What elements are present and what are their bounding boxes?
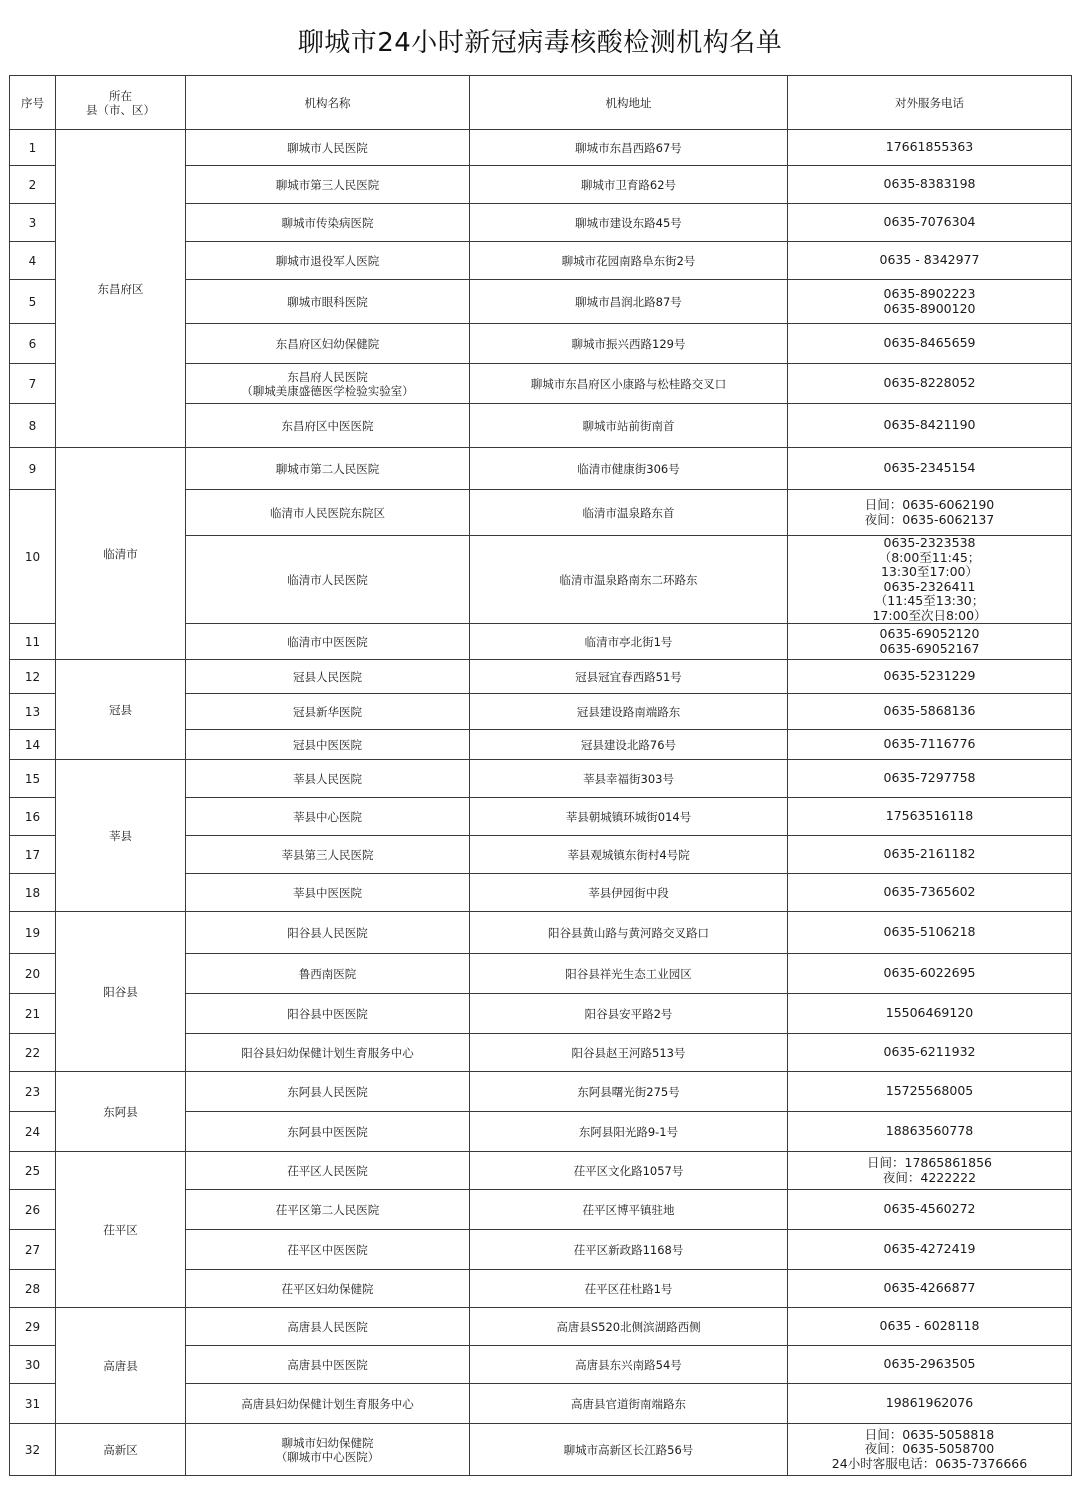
institution-address: 高唐县S520北侧滨湖路西侧 <box>470 1308 788 1346</box>
institution-name <box>186 324 470 364</box>
institution-name <box>186 694 470 730</box>
service-phone <box>788 1346 1072 1384</box>
institution-name <box>186 1384 470 1424</box>
service-phone <box>788 730 1072 760</box>
institution-name <box>186 242 470 280</box>
service-phone <box>788 404 1072 448</box>
county-cell: 临清市 <box>56 448 186 660</box>
institution-name-line: 东昌府人民医院 <box>287 369 368 384</box>
institution-name-line: 高唐县人民医院 <box>287 1319 368 1334</box>
service-phone-line: 13:30至17:00） <box>880 564 979 579</box>
institution-name-line: （聊城美康盛德医学检验实验室） <box>241 383 414 398</box>
institution-name-line: 聊城市退役军人医院 <box>275 253 380 268</box>
service-phone-line: 0635-5231229 <box>883 668 976 684</box>
header-address: 机构地址 <box>470 76 788 130</box>
service-phone-line: 日间：17865861856 <box>867 1155 992 1170</box>
service-phone-line: 0635-7116776 <box>883 736 976 752</box>
institution-name-line: 聊城市妇幼保健院 <box>281 1435 374 1450</box>
row-number: 30 <box>10 1346 56 1384</box>
table-row <box>10 1424 1072 1476</box>
institution-name <box>186 448 470 490</box>
row-number: 10 <box>10 490 56 624</box>
institution-address: 聊城市卫育路62号 <box>470 166 788 204</box>
row-number: 12 <box>10 660 56 694</box>
institution-name-line: 聊城市传染病医院 <box>281 215 374 230</box>
institution-name-line: 东昌府区妇幼保健院 <box>275 336 380 351</box>
service-phone <box>788 836 1072 874</box>
service-phone-line: 0635-8383198 <box>883 176 976 192</box>
table-row <box>10 760 1072 798</box>
row-number: 25 <box>10 1152 56 1190</box>
institution-address: 阳谷县赵王河路513号 <box>470 1034 788 1072</box>
row-number: 16 <box>10 798 56 836</box>
table-row <box>10 660 1072 694</box>
institution-name-line: 阳谷县人民医院 <box>287 925 368 940</box>
service-phone <box>788 130 1072 166</box>
service-phone-line: 0635-2345154 <box>883 460 976 476</box>
institution-name <box>186 954 470 994</box>
institution-name <box>186 660 470 694</box>
county-cell: 阳谷县 <box>56 912 186 1072</box>
institution-name <box>186 1072 470 1112</box>
service-phone-line: 0635-5868136 <box>883 703 976 719</box>
institution-name-line: 冠县新华医院 <box>293 704 362 719</box>
header-name: 机构名称 <box>186 76 470 130</box>
service-phone <box>788 536 1072 624</box>
row-number: 4 <box>10 242 56 280</box>
service-phone-line: 17:00至次日8:00） <box>872 607 987 623</box>
service-phone <box>788 994 1072 1034</box>
row-number: 22 <box>10 1034 56 1072</box>
institution-address: 莘县朝城镇环城街014号 <box>470 798 788 836</box>
service-phone-line: 0635-4272419 <box>883 1241 976 1257</box>
institution-name-line: 聊城市人民医院 <box>287 140 368 155</box>
institution-name <box>186 798 470 836</box>
institution-name <box>186 364 470 404</box>
service-phone-line: 0635-69052120 <box>879 626 980 641</box>
institution-name-line: 聊城市第三人民医院 <box>275 177 380 192</box>
header-county-line2: 县（市、区） <box>86 102 155 117</box>
service-phone-line: 0635-6022695 <box>883 965 976 981</box>
service-phone <box>788 760 1072 798</box>
row-number: 14 <box>10 730 56 760</box>
service-phone <box>788 1384 1072 1424</box>
institution-address: 冠县建设路南端路东 <box>470 694 788 730</box>
row-number: 18 <box>10 874 56 912</box>
row-number: 13 <box>10 694 56 730</box>
table-row <box>10 130 1072 166</box>
institution-name <box>186 1270 470 1308</box>
row-number: 19 <box>10 912 56 954</box>
institution-name <box>186 912 470 954</box>
service-phone <box>788 1072 1072 1112</box>
service-phone <box>788 624 1072 660</box>
service-phone-line: 0635-4266877 <box>883 1280 976 1296</box>
institution-name-line: 茌平区人民医院 <box>287 1163 368 1178</box>
service-phone <box>788 798 1072 836</box>
service-phone-line: 0635 - 6028118 <box>879 1318 980 1334</box>
service-phone <box>788 912 1072 954</box>
row-number: 29 <box>10 1308 56 1346</box>
institution-name-line: 莘县人民医院 <box>293 771 362 786</box>
institution-name <box>186 1152 470 1190</box>
institution-name-line: 临清市人民医院东院区 <box>270 505 385 520</box>
table-row <box>10 1308 1072 1346</box>
service-phone-line: 0635-69052167 <box>879 640 980 656</box>
service-phone-line: 0635-8902223 <box>883 286 976 301</box>
row-number: 17 <box>10 836 56 874</box>
row-number: 5 <box>10 280 56 324</box>
institution-address: 冠县建设北路76号 <box>470 730 788 760</box>
service-phone-line: 15506469120 <box>885 1005 974 1021</box>
service-phone-line: 0635-8421190 <box>883 417 976 433</box>
institution-address: 东阿县曙光街275号 <box>470 1072 788 1112</box>
institution-name-line: 鲁西南医院 <box>298 966 357 981</box>
county-cell: 茌平区 <box>56 1152 186 1308</box>
institution-address: 莘县观城镇东街村4号院 <box>470 836 788 874</box>
row-number: 6 <box>10 324 56 364</box>
institution-address: 茌平区博平镇驻地 <box>470 1190 788 1230</box>
service-phone-line: 17563516118 <box>885 808 974 824</box>
institution-address: 阳谷县祥光生态工业园区 <box>470 954 788 994</box>
service-phone-line: 0635-8465659 <box>883 335 976 351</box>
table-header-row <box>10 76 1072 130</box>
institution-name <box>186 836 470 874</box>
institution-name-line: 茌平区妇幼保健院 <box>281 1281 374 1296</box>
county-cell: 莘县 <box>56 760 186 912</box>
row-number: 11 <box>10 624 56 660</box>
header-no: 序号 <box>10 76 56 130</box>
institution-address: 莘县伊园街中段 <box>470 874 788 912</box>
institution-name <box>186 730 470 760</box>
table-row <box>10 1072 1072 1112</box>
service-phone <box>788 1230 1072 1270</box>
institution-name <box>186 130 470 166</box>
institution-address: 茌平区茌杜路1号 <box>470 1270 788 1308</box>
institution-name-line: 冠县中医医院 <box>293 737 362 752</box>
institution-name <box>186 1034 470 1072</box>
institution-name <box>186 536 470 624</box>
institution-name <box>186 1112 470 1152</box>
institution-name-line: 高唐县妇幼保健计划生育服务中心 <box>241 1396 414 1411</box>
row-number: 1 <box>10 130 56 166</box>
institution-address: 聊城市站前街南首 <box>470 404 788 448</box>
service-phone-line: 0635-4560272 <box>883 1201 976 1217</box>
service-phone-line: 15725568005 <box>885 1083 974 1099</box>
service-phone <box>788 874 1072 912</box>
row-number: 8 <box>10 404 56 448</box>
institution-name-line: 高唐县中医医院 <box>287 1357 368 1372</box>
institution-address: 茌平区文化路1057号 <box>470 1152 788 1190</box>
page-title: 聊城市24小时新冠病毒核酸检测机构名单 <box>297 28 783 58</box>
institution-name-line: 东昌府区中医医院 <box>281 418 374 433</box>
county-cell: 冠县 <box>56 660 186 760</box>
service-phone <box>788 204 1072 242</box>
institution-name <box>186 404 470 448</box>
service-phone <box>788 1190 1072 1230</box>
service-phone-line: 0635-7365602 <box>883 884 976 900</box>
service-phone-line: 0635 - 8342977 <box>879 252 980 268</box>
service-phone-line: 夜间：0635-6062137 <box>864 511 995 527</box>
header-county <box>56 76 186 130</box>
institution-name-line: 聊城市眼科医院 <box>287 294 368 309</box>
institution-address: 临清市温泉路东首 <box>470 490 788 536</box>
service-phone-line: 18863560778 <box>885 1123 974 1139</box>
county-cell: 东昌府区 <box>56 130 186 448</box>
row-number: 31 <box>10 1384 56 1424</box>
institution-address: 聊城市花园南路阜东街2号 <box>470 242 788 280</box>
institution-name-line: 东阿县中医医院 <box>287 1124 368 1139</box>
service-phone-line: 0635-2326411 <box>883 578 976 594</box>
service-phone-line: 0635-8228052 <box>883 375 976 391</box>
service-phone <box>788 1034 1072 1072</box>
institution-name-line: 莘县中心医院 <box>293 809 362 824</box>
service-phone-line: 0635-5106218 <box>883 924 976 940</box>
institution-address: 东阿县阳光路9-1号 <box>470 1112 788 1152</box>
institution-name-line: 冠县人民医院 <box>293 669 362 684</box>
row-number: 9 <box>10 448 56 490</box>
institution-name <box>186 624 470 660</box>
service-phone-line: 日间：0635-6062190 <box>864 497 995 512</box>
row-number: 27 <box>10 1230 56 1270</box>
row-number: 23 <box>10 1072 56 1112</box>
institution-address: 聊城市高新区长江路56号 <box>470 1424 788 1476</box>
table-body <box>10 130 1072 1476</box>
county-cell: 东阿县 <box>56 1072 186 1152</box>
institution-address: 阳谷县黄山路与黄河路交叉路口 <box>470 912 788 954</box>
service-phone-line: 0635-2323538 <box>883 535 976 550</box>
institution-address: 聊城市东昌府区小康路与松桂路交叉口 <box>470 364 788 404</box>
service-phone <box>788 954 1072 994</box>
institution-address: 莘县幸福街303号 <box>470 760 788 798</box>
row-number: 15 <box>10 760 56 798</box>
header-phone: 对外服务电话 <box>788 76 1072 130</box>
service-phone <box>788 1152 1072 1190</box>
service-phone <box>788 1308 1072 1346</box>
service-phone <box>788 448 1072 490</box>
institution-address: 聊城市东昌西路67号 <box>470 130 788 166</box>
service-phone <box>788 364 1072 404</box>
service-phone <box>788 490 1072 536</box>
institution-address: 聊城市振兴西路129号 <box>470 324 788 364</box>
row-number: 21 <box>10 994 56 1034</box>
institution-address: 高唐县东兴南路54号 <box>470 1346 788 1384</box>
institution-name <box>186 490 470 536</box>
service-phone-line: 17661855363 <box>885 139 974 155</box>
institution-address: 茌平区新政路1168号 <box>470 1230 788 1270</box>
institution-address: 临清市健康街306号 <box>470 448 788 490</box>
institution-name <box>186 280 470 324</box>
service-phone-line: 0635-6211932 <box>883 1044 976 1060</box>
row-number: 7 <box>10 364 56 404</box>
institution-name-line: 临清市人民医院 <box>287 572 368 587</box>
service-phone <box>788 324 1072 364</box>
institution-name-line: 临清市中医医院 <box>287 634 368 649</box>
row-number: 3 <box>10 204 56 242</box>
institution-name-line: 阳谷县中医医院 <box>287 1006 368 1021</box>
institution-address: 聊城市昌润北路87号 <box>470 280 788 324</box>
institution-address: 临清市亭北街1号 <box>470 624 788 660</box>
county-cell: 高新区 <box>56 1424 186 1476</box>
row-number: 28 <box>10 1270 56 1308</box>
institution-name-line: （聊城市中心医院） <box>275 1449 380 1464</box>
service-phone-line: 日间：0635-5058818 <box>864 1426 995 1442</box>
institution-name <box>186 166 470 204</box>
institution-name-line: 聊城市第二人民医院 <box>275 461 380 476</box>
service-phone-line: 24小时客服电话：0635-7376666 <box>831 1455 1028 1471</box>
testing-institution-table <box>9 75 1072 1476</box>
service-phone-line: （8:00至11:45； <box>878 549 981 565</box>
institution-name-line: 东阿县人民医院 <box>287 1084 368 1099</box>
header-county-line1: 所在 <box>109 88 132 103</box>
institution-name <box>186 760 470 798</box>
service-phone <box>788 660 1072 694</box>
row-number: 20 <box>10 954 56 994</box>
institution-name-line: 莘县中医医院 <box>293 885 362 900</box>
row-number: 24 <box>10 1112 56 1152</box>
institution-name <box>186 1424 470 1476</box>
institution-address: 聊城市建设东路45号 <box>470 204 788 242</box>
institution-name <box>186 1190 470 1230</box>
institution-name-line: 茌平区中医医院 <box>287 1242 368 1257</box>
institution-name <box>186 874 470 912</box>
service-phone-line: 0635-2963505 <box>883 1356 976 1372</box>
institution-name-line: 莘县第三人民医院 <box>281 847 374 862</box>
service-phone-line: 0635-2161182 <box>883 846 976 862</box>
institution-name <box>186 1346 470 1384</box>
county-cell: 高唐县 <box>56 1308 186 1424</box>
service-phone-line: 19861962076 <box>885 1395 974 1411</box>
service-phone-line: 夜间：4222222 <box>882 1169 977 1185</box>
institution-address: 高唐县官道街南端路东 <box>470 1384 788 1424</box>
institution-name-line: 茌平区第二人民医院 <box>275 1202 380 1217</box>
service-phone-line: （11:45至13:30； <box>874 593 985 608</box>
institution-address: 冠县冠宜春西路51号 <box>470 660 788 694</box>
row-number: 26 <box>10 1190 56 1230</box>
service-phone-line: 夜间：0635-5058700 <box>864 1441 995 1457</box>
service-phone <box>788 1424 1072 1476</box>
institution-name <box>186 1230 470 1270</box>
table-row <box>10 912 1072 954</box>
row-number: 32 <box>10 1424 56 1476</box>
service-phone <box>788 166 1072 204</box>
service-phone <box>788 1270 1072 1308</box>
service-phone-line: 0635-7297758 <box>883 770 976 786</box>
institution-address: 阳谷县安平路2号 <box>470 994 788 1034</box>
table-row <box>10 1152 1072 1190</box>
service-phone <box>788 242 1072 280</box>
service-phone <box>788 280 1072 324</box>
institution-name-line: 阳谷县妇幼保健计划生育服务中心 <box>241 1045 414 1060</box>
institution-name <box>186 204 470 242</box>
service-phone <box>788 694 1072 730</box>
table-row <box>10 448 1072 490</box>
service-phone-line: 0635-8900120 <box>883 300 976 316</box>
institution-address: 临清市温泉路南东二环路东 <box>470 536 788 624</box>
service-phone-line: 0635-7076304 <box>883 214 976 230</box>
institution-name <box>186 1308 470 1346</box>
institution-name <box>186 994 470 1034</box>
service-phone <box>788 1112 1072 1152</box>
row-number: 2 <box>10 166 56 204</box>
